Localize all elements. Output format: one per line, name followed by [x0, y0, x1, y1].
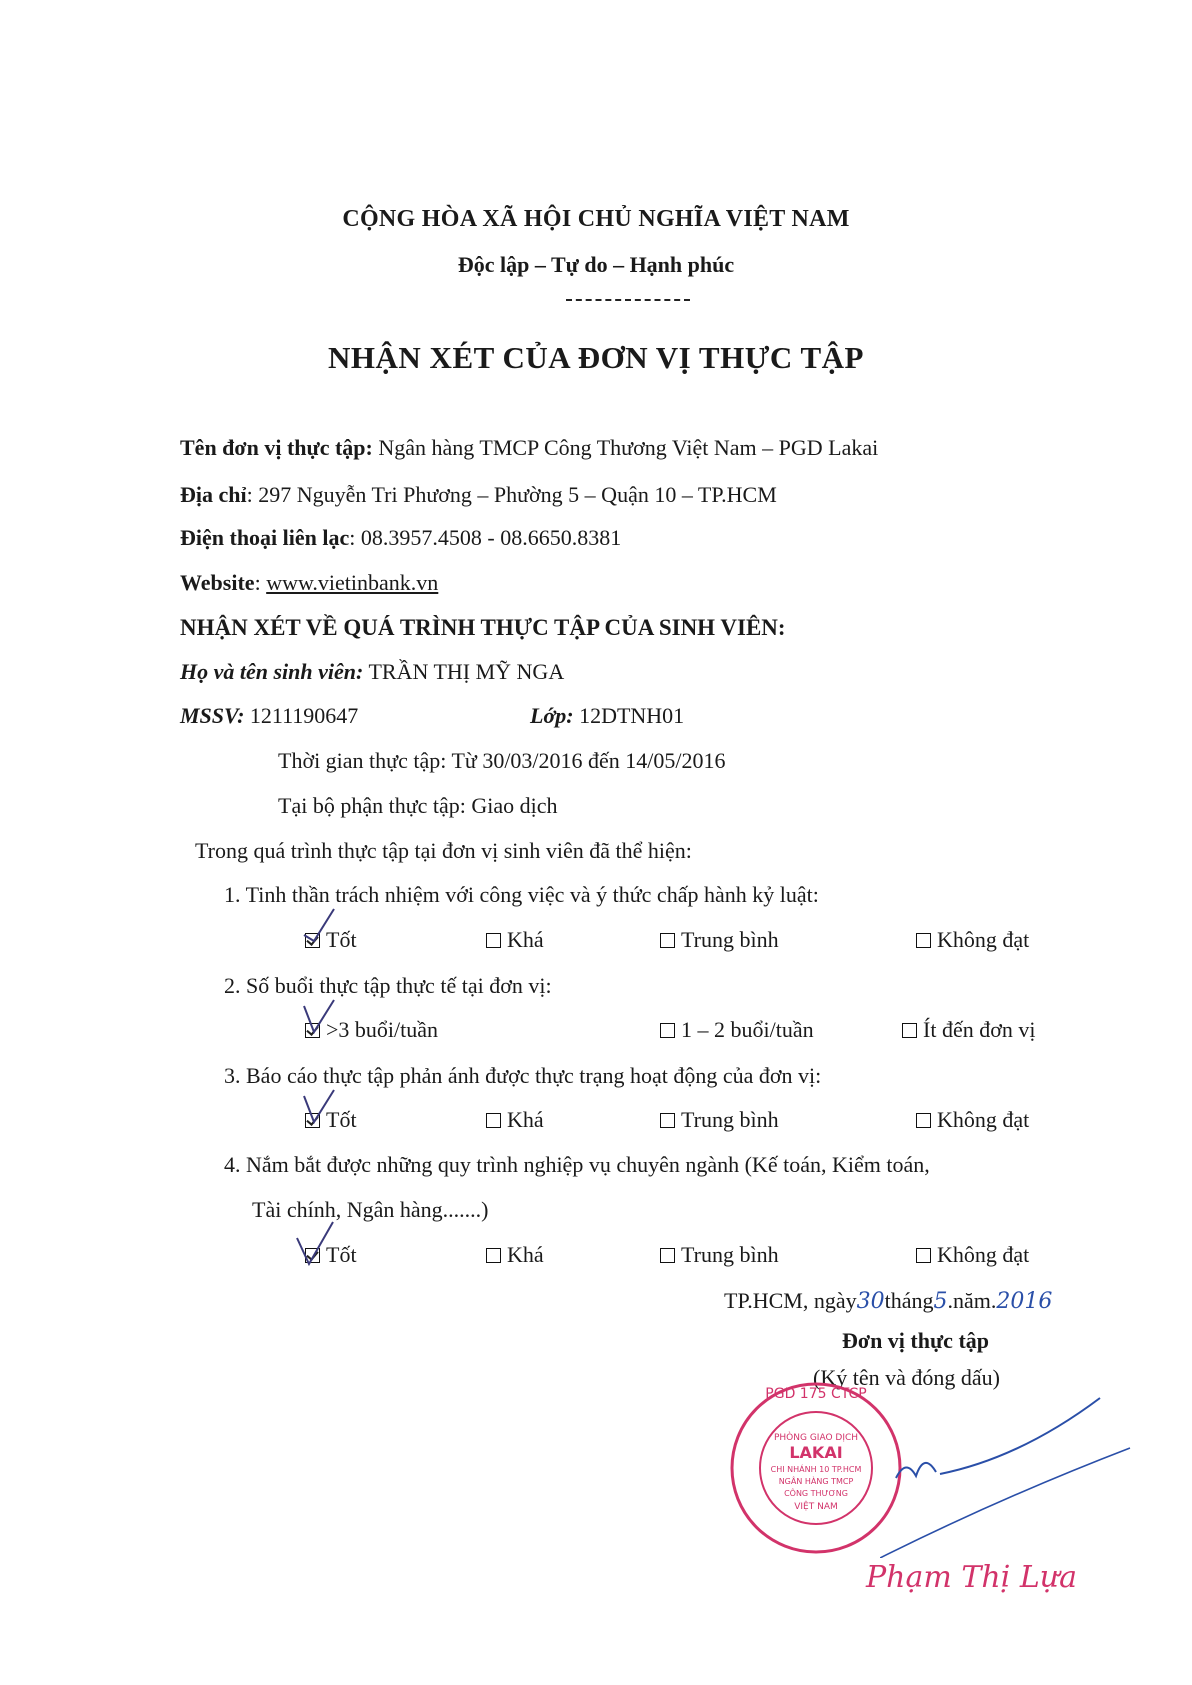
handwritten-check-2-icon: [296, 996, 346, 1036]
stamp-line-3: CHI NHÁNH 10 TP.HCM: [770, 1465, 862, 1474]
checkbox-icon[interactable]: [660, 1023, 675, 1038]
student-id-label: MSSV:: [180, 703, 245, 728]
option-label: Khá: [507, 1242, 544, 1267]
signature-instruction: (Ký tên và đóng dấu): [813, 1365, 1000, 1390]
checkbox-icon[interactable]: [660, 933, 675, 948]
student-name-label: Họ và tên sinh viên:: [180, 659, 364, 684]
option-label: Khá: [507, 1107, 544, 1132]
checkbox-icon[interactable]: [486, 1248, 501, 1263]
internship-period: Thời gian thực tập: Từ 30/03/2016 đến 14/05/2016: [278, 748, 726, 773]
criterion-3-option-khong-dat[interactable]: [916, 1107, 1029, 1133]
option-label: Không đạt: [937, 927, 1030, 952]
website-link[interactable]: www.vietinbank.vn: [266, 570, 439, 595]
student-id-value: 1211190647: [249, 703, 359, 728]
option-label: Trung bình: [681, 1242, 779, 1267]
unit-name-value: Ngân hàng TMCP Công Thương Việt Nam – PGD Lakai: [378, 435, 879, 460]
option-label: Khá: [507, 927, 544, 952]
checkbox-icon[interactable]: [486, 933, 501, 948]
checkbox-icon[interactable]: [660, 1248, 675, 1263]
stamp-line-4: NGÂN HÀNG TMCP: [778, 1477, 854, 1486]
criterion-3-question: 3. Báo cáo thực tập phản ánh được thực trạng hoạt động của đơn vị:: [224, 1063, 822, 1088]
student-name-value: TRẦN THỊ MỸ NGA: [368, 659, 565, 684]
checkbox-icon[interactable]: [486, 1113, 501, 1128]
option-label: Không đạt: [937, 1242, 1030, 1267]
student-name-row: [180, 659, 564, 685]
option-label: Tốt: [326, 1242, 357, 1267]
checkbox-icon[interactable]: [660, 1113, 675, 1128]
criterion-4-question-cont: Tài chính, Ngân hàng.......): [252, 1197, 489, 1222]
criterion-2-option-1-2[interactable]: [660, 1017, 814, 1043]
document-title: NHẬN XÉT CỦA ĐƠN VỊ THỰC TẬP: [328, 340, 864, 375]
stamp-line-1: PHÒNG GIAO DỊCH: [773, 1433, 859, 1443]
date-line: [724, 1288, 1052, 1314]
phone-label: Điện thoại liên lạc: [180, 525, 350, 550]
address-label: Địa chỉ: [180, 482, 247, 507]
address-value: : 297 Nguyễn Tri Phương – Phường 5 – Quận 10 – TP.HCM: [246, 482, 777, 507]
option-label: Trung bình: [681, 927, 779, 952]
student-id-row: [180, 703, 358, 729]
criterion-3-option-kha[interactable]: [486, 1107, 544, 1133]
criterion-4-option-kha[interactable]: [486, 1242, 544, 1268]
phone-row: [180, 525, 621, 551]
criterion-4-question: 4. Nắm bắt được những quy trình nghiệp vụ chuyên ngành (Kế toán, Kiểm toán,: [224, 1152, 930, 1177]
signer-name: Phạm Thị Lựa: [866, 1560, 1077, 1595]
unit-name-label: Tên đơn vị thực tập:: [180, 435, 373, 460]
checkbox-icon[interactable]: [902, 1023, 917, 1038]
date-month-label: tháng: [884, 1288, 934, 1313]
internship-department: Tại bộ phận thực tập: Giao dịch: [278, 793, 558, 818]
criterion-1-option-kha[interactable]: [486, 927, 544, 953]
class-label: Lớp:: [530, 703, 574, 728]
website-separator: :: [254, 570, 267, 595]
header-divider: [566, 299, 690, 301]
option-label: >3 buổi/tuần: [326, 1017, 439, 1042]
address-row: [180, 482, 777, 508]
country-header: CỘNG HÒA XÃ HỘI CHỦ NGHĨA VIỆT NAM: [342, 206, 850, 232]
option-label: 1 – 2 buổi/tuần: [681, 1017, 814, 1042]
criterion-1-option-trung-binh[interactable]: [660, 927, 779, 953]
stamp-ring-text: PGD 175 CTCP: [765, 1386, 867, 1402]
unit-name-row: [180, 435, 878, 461]
criterion-4-option-trung-binh[interactable]: [660, 1242, 779, 1268]
criterion-2-option-rarely[interactable]: [902, 1017, 1035, 1043]
option-label: Trung bình: [681, 1107, 779, 1132]
option-label: Tốt: [326, 1107, 357, 1132]
signature-role: Đơn vị thực tập: [842, 1328, 990, 1353]
stamp-line-2: LAKAI: [789, 1443, 843, 1462]
criterion-4-option-khong-dat[interactable]: [916, 1242, 1029, 1268]
stamp-line-6: VIỆT NAM: [794, 1502, 838, 1512]
date-year: 2016: [996, 1289, 1053, 1314]
handwritten-check-3-icon: [296, 1086, 346, 1126]
handwritten-check-4-icon: [293, 1218, 353, 1268]
company-stamp: [726, 1378, 906, 1558]
date-year-label: .năm.: [947, 1288, 997, 1313]
motto: Độc lập – Tự do – Hạnh phúc: [457, 252, 735, 277]
date-day: 30: [856, 1289, 885, 1314]
phone-value: : 08.3957.4508 - 08.6650.8381: [349, 525, 622, 550]
criterion-1-question: 1. Tinh thần trách nhiệm với công việc và ý thức chấp hành kỷ luật:: [224, 882, 819, 907]
website-label: Website: [180, 570, 255, 595]
criterion-3-option-trung-binh[interactable]: [660, 1107, 779, 1133]
handwritten-check-1-icon: [296, 905, 346, 945]
website-row: [180, 570, 438, 596]
option-label: Ít đến đơn vị: [923, 1017, 1036, 1042]
class-value: 12DTNH01: [579, 703, 685, 728]
section-title: NHẬN XÉT VỀ QUÁ TRÌNH THỰC TẬP CỦA SINH VIÊN:: [180, 615, 786, 640]
checkbox-icon[interactable]: [916, 1113, 931, 1128]
option-label: Tốt: [326, 927, 357, 952]
criterion-1-option-khong-dat[interactable]: [916, 927, 1029, 953]
date-prefix: TP.HCM, ngày: [724, 1288, 857, 1313]
checkbox-icon[interactable]: [916, 1248, 931, 1263]
option-label: Không đạt: [937, 1107, 1030, 1132]
class-row: [530, 703, 684, 729]
date-month: 5: [933, 1289, 948, 1314]
stamp-line-5: CÔNG THƯƠNG: [784, 1489, 848, 1498]
intro-text: Trong quá trình thực tập tại đơn vị sinh viên đã thể hiện:: [195, 838, 692, 863]
checkbox-icon[interactable]: [916, 933, 931, 948]
criterion-2-question: 2. Số buổi thực tập thực tế tại đơn vị:: [224, 973, 552, 998]
signature-strokes-icon: [880, 1388, 1140, 1558]
